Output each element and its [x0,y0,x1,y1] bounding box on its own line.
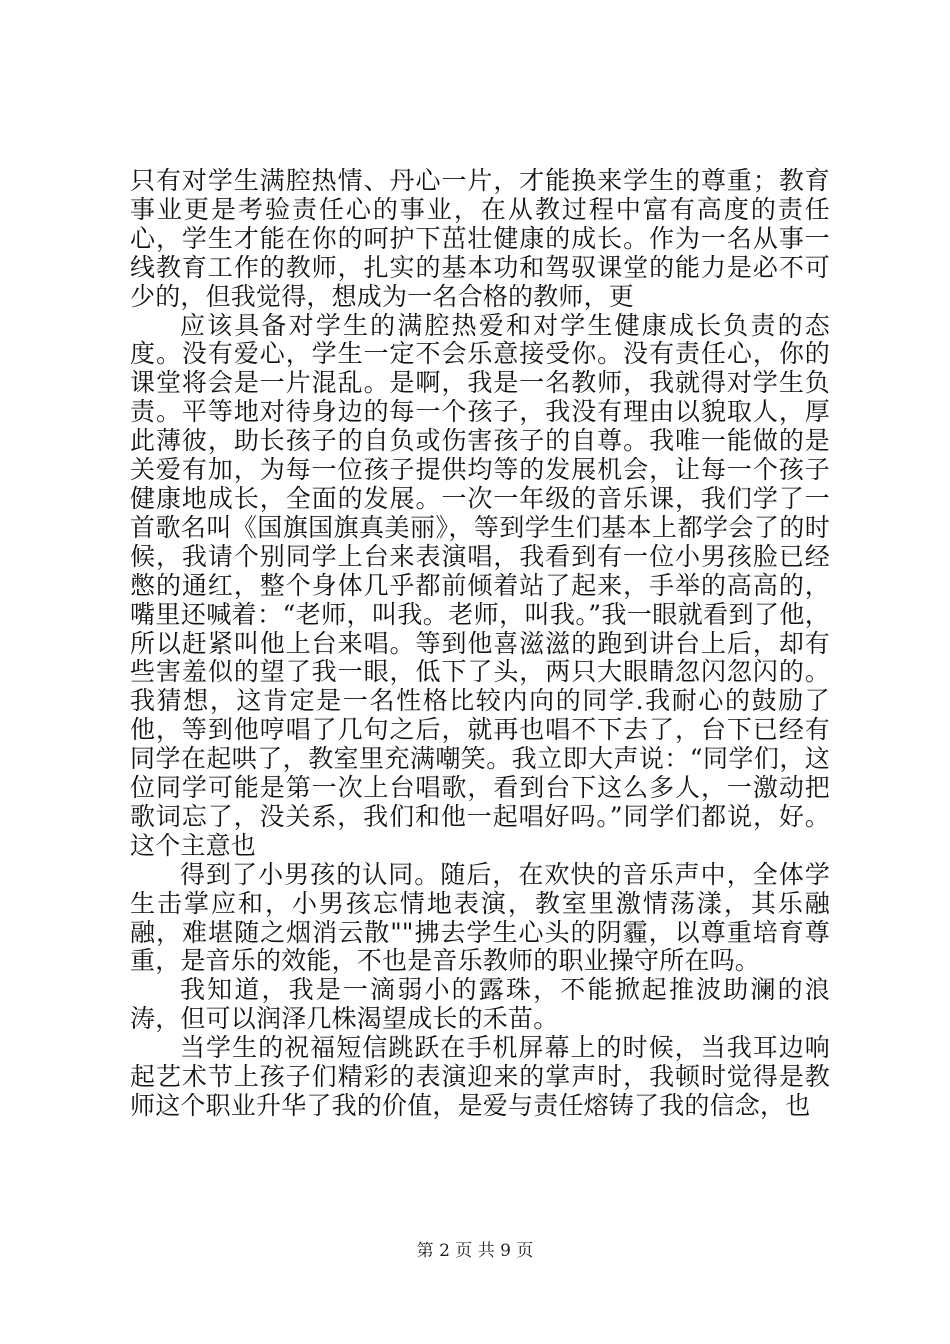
paragraph-5: 当学生的祝福短信跳跃在手机屏幕上的时候，当我耳边响起艺术节上孩子们精彩的表演迎来的掌声时，我顿时觉得是教师这个职业升华了我的价值，是爱与责任熔铸了我的信念，也 [130,1033,830,1120]
paragraph-1: 只有对学生满腔热情、丹心一片，才能换来学生的尊重；教育事业更是考验责任心的事业，在从教过程中富有高度的责任心，学生才能在你的呵护下茁壮健康的成长。作为一名从事一线教育工作的教师，扎实的基本功和驾驭课堂的能力是必不可少的，但我觉得，想成为一名合格的教师，更 [130,166,830,311]
paragraph-4: 我知道，我是一滴弱小的露珠，不能掀起推波助澜的浪涛，但可以润泽几株渴望成长的禾苗。 [130,975,830,1034]
document-body [130,167,830,1121]
paragraph-3: 得到了小男孩的认同。随后，在欢快的音乐声中，全体学生击掌应和，小男孩忘情地表演，教室里激情荡漾，其乐融融，难堪随之烟消云散""拂去学生心头的阴霾，以尊重培育尊重，是音乐的效能，不也是音乐教师的职业操守所在吗。 [130,859,830,976]
page-footer: 第 2 页 共 9 页 [416,1241,534,1261]
paragraph-2: 应该具备对学生的满腔热爱和对学生健康成长负责的态度。没有爱心，学生一定不会乐意接受你。没有责任心，你的课堂将会是一片混乱。是啊，我是一名教师，我就得对学生负责。平等地对待身边的每一个孩子，我没有理由以貌取人，厚此薄彼，助长孩子的自负或伤害孩子的自尊。我唯一能做的是关爱有加，为每一位孩子提供均等的发展机会，让每一个孩子健康地成长，全面的发展。一次一年级的音乐课，我们学了一首歌名叫《国旗国旗真美丽》，等到学生们基本上都学会了的时候，我请个别同学上台来表演唱，我看到有一位小男孩脸已经憋的通红，整个身体几乎都前倾着站了起来，手举的高高的，嘴里还喊着：“老师，叫我。老师，叫我。”我一眼就看到了他，所以赶紧叫他上台来唱。等到他喜滋滋的跑到讲台上后，却有些害羞似的望了我一眼，低下了头，两只大眼睛忽闪忽闪的。我猜想，这肯定是一名性格比较内向的同学.我耐心的鼓励了他，等到他哼唱了几句之后，就再也唱不下去了，台下已经有同学在起哄了，教室里充满嘲笑。我立即大声说：“同学们，这位同学可能是第一次上台唱歌，看到台下这么多人，一激动把歌词忘了，没关系，我们和他一起唱好吗。”同学们都说，好。这个主意也 [130,310,830,860]
